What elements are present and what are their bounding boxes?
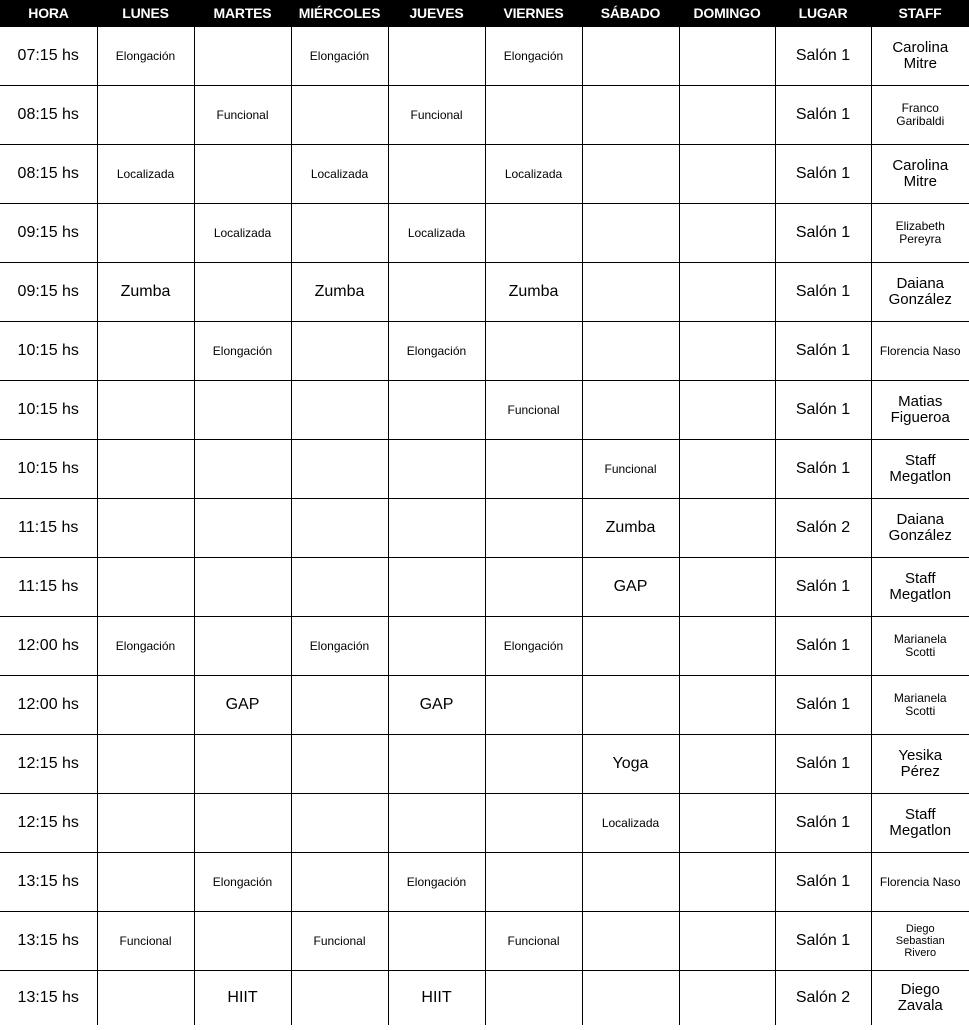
- class-cell-viernes: Funcional: [485, 381, 582, 440]
- class-cell-miercoles: [291, 204, 388, 263]
- staff-name-line: Zavala: [897, 997, 943, 1014]
- staff-name-line: Florencia Naso: [879, 343, 961, 358]
- class-cell-jueves: [388, 440, 485, 499]
- location-cell: Salón 1: [775, 912, 871, 971]
- header-sabado: SÁBADO: [582, 0, 679, 27]
- table-row: [0, 617, 969, 676]
- class-cell-viernes: Elongación: [485, 617, 582, 676]
- class-cell-martes: GAP: [194, 676, 291, 735]
- table-row: [0, 971, 969, 1026]
- class-cell-miercoles: [291, 499, 388, 558]
- class-cell-sabado: [582, 971, 679, 1026]
- header-viernes: VIERNES: [485, 0, 582, 27]
- class-cell-domingo: [679, 263, 775, 322]
- staff-cell: [871, 853, 969, 912]
- time-cell: 12:00 hs: [0, 617, 97, 676]
- class-cell-sabado: [582, 86, 679, 145]
- class-cell-martes: Elongación: [194, 853, 291, 912]
- staff-name-line: Daiana: [896, 274, 945, 292]
- table-row: [0, 735, 969, 794]
- table-row: [0, 27, 969, 86]
- class-cell-domingo: [679, 617, 775, 676]
- class-cell-sabado: [582, 912, 679, 971]
- staff-name-line: González: [888, 291, 952, 308]
- staff-name-line: Mitre: [903, 55, 937, 72]
- location-cell: Salón 1: [775, 322, 871, 381]
- header-row: [0, 0, 969, 27]
- class-cell-viernes: Elongación: [485, 27, 582, 86]
- class-cell-martes: Elongación: [194, 322, 291, 381]
- class-cell-viernes: [485, 794, 582, 853]
- table-row: [0, 499, 969, 558]
- class-cell-lunes: [97, 735, 194, 794]
- table-row: [0, 440, 969, 499]
- class-cell-martes: [194, 794, 291, 853]
- staff-name-line: Staff: [904, 451, 936, 469]
- staff-name-line: Staff: [904, 805, 936, 823]
- staff-name-line: González: [888, 527, 952, 544]
- header-miercoles: MIÉRCOLES: [291, 0, 388, 27]
- staff-cell: [871, 440, 969, 499]
- location-cell: Salón 1: [775, 440, 871, 499]
- class-cell-jueves: [388, 145, 485, 204]
- staff-name-line: Carolina: [892, 156, 949, 174]
- staff-name-line: Megatlon: [889, 822, 952, 839]
- class-cell-viernes: [485, 735, 582, 794]
- class-cell-miercoles: Elongación: [291, 617, 388, 676]
- class-cell-lunes: Localizada: [97, 145, 194, 204]
- class-cell-lunes: Elongación: [97, 27, 194, 86]
- class-cell-domingo: [679, 676, 775, 735]
- class-cell-domingo: [679, 735, 775, 794]
- class-cell-sabado: [582, 263, 679, 322]
- class-cell-domingo: [679, 204, 775, 263]
- class-cell-jueves: [388, 499, 485, 558]
- class-cell-sabado: [582, 204, 679, 263]
- time-cell: 10:15 hs: [0, 440, 97, 499]
- class-cell-lunes: Zumba: [97, 263, 194, 322]
- time-cell: 13:15 hs: [0, 912, 97, 971]
- staff-name-line: Figueroa: [890, 409, 950, 426]
- class-cell-miercoles: [291, 322, 388, 381]
- table-row: [0, 86, 969, 145]
- class-cell-sabado: [582, 322, 679, 381]
- staff-cell: [871, 676, 969, 735]
- staff-name-line: Megatlon: [889, 586, 952, 603]
- staff-name-line: Diego: [905, 922, 935, 935]
- staff-name-line: Pereyra: [899, 232, 942, 246]
- class-cell-martes: [194, 263, 291, 322]
- class-cell-martes: [194, 617, 291, 676]
- class-cell-sabado: Funcional: [582, 440, 679, 499]
- time-cell: 11:15 hs: [0, 558, 97, 617]
- class-cell-martes: [194, 558, 291, 617]
- class-cell-viernes: [485, 440, 582, 499]
- class-cell-sabado: Zumba: [582, 499, 679, 558]
- time-cell: 09:15 hs: [0, 204, 97, 263]
- class-cell-miercoles: [291, 971, 388, 1026]
- class-cell-lunes: [97, 86, 194, 145]
- class-cell-domingo: [679, 440, 775, 499]
- class-cell-viernes: [485, 676, 582, 735]
- class-cell-lunes: [97, 676, 194, 735]
- staff-cell: [871, 558, 969, 617]
- location-cell: Salón 1: [775, 381, 871, 440]
- class-cell-miercoles: [291, 86, 388, 145]
- class-cell-miercoles: [291, 735, 388, 794]
- class-cell-martes: Localizada: [194, 204, 291, 263]
- table-row: [0, 204, 969, 263]
- location-cell: Salón 1: [775, 735, 871, 794]
- staff-name-line: Scotti: [905, 645, 936, 659]
- class-cell-martes: [194, 499, 291, 558]
- staff-name-line: Rivero: [904, 947, 937, 960]
- class-cell-domingo: [679, 86, 775, 145]
- class-cell-domingo: [679, 971, 775, 1026]
- staff-name-line: Daiana: [896, 510, 945, 528]
- class-cell-martes: [194, 145, 291, 204]
- header-lugar: LUGAR: [775, 0, 871, 27]
- staff-name-line: Florencia Naso: [879, 874, 961, 889]
- class-cell-sabado: GAP: [582, 558, 679, 617]
- class-cell-sabado: [582, 853, 679, 912]
- class-cell-jueves: [388, 735, 485, 794]
- staff-name-line: Matias: [898, 392, 943, 410]
- class-cell-viernes: [485, 86, 582, 145]
- header-martes: MARTES: [194, 0, 291, 27]
- location-cell: Salón 1: [775, 558, 871, 617]
- staff-cell: [871, 971, 969, 1026]
- class-cell-viernes: [485, 322, 582, 381]
- class-cell-domingo: [679, 853, 775, 912]
- table-row: [0, 145, 969, 204]
- class-cell-martes: HIIT: [194, 971, 291, 1026]
- class-cell-viernes: [485, 853, 582, 912]
- staff-cell: [871, 263, 969, 322]
- time-cell: 12:15 hs: [0, 735, 97, 794]
- staff-cell: [871, 735, 969, 794]
- time-cell: 10:15 hs: [0, 381, 97, 440]
- class-cell-martes: [194, 912, 291, 971]
- class-cell-miercoles: Elongación: [291, 27, 388, 86]
- staff-cell: [871, 322, 969, 381]
- staff-name-line: Scotti: [905, 704, 936, 718]
- location-cell: Salón 1: [775, 263, 871, 322]
- class-cell-martes: [194, 440, 291, 499]
- class-cell-miercoles: [291, 558, 388, 617]
- time-cell: 12:00 hs: [0, 676, 97, 735]
- location-cell: Salón 1: [775, 145, 871, 204]
- class-cell-jueves: [388, 617, 485, 676]
- class-cell-lunes: [97, 499, 194, 558]
- header-staff: STAFF: [871, 0, 969, 27]
- class-cell-viernes: [485, 558, 582, 617]
- class-cell-lunes: [97, 381, 194, 440]
- staff-cell: [871, 617, 969, 676]
- staff-name-line: Mitre: [903, 173, 937, 190]
- staff-name-line: Marianela: [893, 691, 947, 706]
- table-row: [0, 322, 969, 381]
- header-lunes: LUNES: [97, 0, 194, 27]
- class-cell-sabado: [582, 27, 679, 86]
- header-jueves: JUEVES: [388, 0, 485, 27]
- class-cell-domingo: [679, 794, 775, 853]
- class-cell-lunes: Elongación: [97, 617, 194, 676]
- time-cell: 08:15 hs: [0, 145, 97, 204]
- class-cell-lunes: [97, 440, 194, 499]
- time-cell: 09:15 hs: [0, 263, 97, 322]
- staff-name-line: Carolina: [892, 38, 949, 56]
- staff-name-line: Diego: [900, 980, 940, 998]
- class-cell-viernes: [485, 971, 582, 1026]
- class-cell-miercoles: Funcional: [291, 912, 388, 971]
- header-domingo: DOMINGO: [679, 0, 775, 27]
- class-cell-domingo: [679, 912, 775, 971]
- class-cell-viernes: Funcional: [485, 912, 582, 971]
- time-cell: 13:15 hs: [0, 853, 97, 912]
- class-cell-miercoles: Localizada: [291, 145, 388, 204]
- time-cell: 12:15 hs: [0, 794, 97, 853]
- class-cell-sabado: [582, 381, 679, 440]
- staff-cell: [871, 794, 969, 853]
- location-cell: Salón 1: [775, 27, 871, 86]
- time-cell: 10:15 hs: [0, 322, 97, 381]
- table-row: [0, 676, 969, 735]
- staff-name-line: Staff: [904, 569, 936, 587]
- table-row: [0, 381, 969, 440]
- staff-cell: [871, 27, 969, 86]
- class-cell-miercoles: [291, 676, 388, 735]
- class-cell-viernes: [485, 499, 582, 558]
- class-cell-jueves: HIIT: [388, 971, 485, 1026]
- class-cell-martes: [194, 381, 291, 440]
- class-cell-miercoles: [291, 440, 388, 499]
- staff-cell: [871, 381, 969, 440]
- class-cell-jueves: [388, 912, 485, 971]
- class-cell-domingo: [679, 499, 775, 558]
- staff-cell: [871, 204, 969, 263]
- header-hora: HORA: [0, 0, 97, 27]
- table-header: [0, 0, 969, 27]
- table-body: [0, 27, 969, 1026]
- staff-cell: [871, 499, 969, 558]
- class-cell-lunes: [97, 322, 194, 381]
- time-cell: 13:15 hs: [0, 971, 97, 1026]
- table-row: [0, 263, 969, 322]
- staff-name-line: Elizabeth: [895, 219, 945, 234]
- class-cell-martes: [194, 735, 291, 794]
- class-cell-sabado: [582, 145, 679, 204]
- class-cell-domingo: [679, 558, 775, 617]
- class-cell-lunes: [97, 794, 194, 853]
- class-cell-lunes: [97, 558, 194, 617]
- table-row: [0, 912, 969, 971]
- staff-name-line: Franco: [901, 101, 939, 116]
- table-row: [0, 794, 969, 853]
- staff-name-line: Garibaldi: [896, 114, 945, 128]
- class-cell-lunes: [97, 971, 194, 1026]
- class-cell-jueves: GAP: [388, 676, 485, 735]
- class-cell-domingo: [679, 145, 775, 204]
- class-cell-miercoles: Zumba: [291, 263, 388, 322]
- class-cell-lunes: [97, 853, 194, 912]
- class-cell-jueves: [388, 263, 485, 322]
- class-cell-miercoles: [291, 381, 388, 440]
- class-cell-jueves: [388, 794, 485, 853]
- class-cell-domingo: [679, 322, 775, 381]
- location-cell: Salón 1: [775, 853, 871, 912]
- table-row: [0, 558, 969, 617]
- class-cell-jueves: Funcional: [388, 86, 485, 145]
- staff-name-line: Yesika: [898, 746, 943, 764]
- class-cell-miercoles: [291, 853, 388, 912]
- staff-name-line: Marianela: [893, 632, 947, 647]
- class-cell-jueves: Localizada: [388, 204, 485, 263]
- location-cell: Salón 1: [775, 617, 871, 676]
- time-cell: 11:15 hs: [0, 499, 97, 558]
- class-cell-jueves: Elongación: [388, 853, 485, 912]
- class-cell-lunes: [97, 204, 194, 263]
- staff-name-line: Pérez: [900, 763, 940, 780]
- class-cell-miercoles: [291, 794, 388, 853]
- staff-cell: [871, 912, 969, 971]
- location-cell: Salón 1: [775, 86, 871, 145]
- class-cell-viernes: Zumba: [485, 263, 582, 322]
- class-cell-domingo: [679, 381, 775, 440]
- class-cell-jueves: [388, 558, 485, 617]
- location-cell: Salón 1: [775, 204, 871, 263]
- class-cell-viernes: [485, 204, 582, 263]
- class-cell-sabado: [582, 676, 679, 735]
- class-cell-sabado: Yoga: [582, 735, 679, 794]
- staff-name-line: Sebastian: [895, 934, 945, 947]
- location-cell: Salón 1: [775, 676, 871, 735]
- time-cell: 08:15 hs: [0, 86, 97, 145]
- class-cell-jueves: [388, 27, 485, 86]
- class-cell-martes: [194, 27, 291, 86]
- class-cell-jueves: [388, 381, 485, 440]
- time-cell: 07:15 hs: [0, 27, 97, 86]
- class-cell-sabado: Localizada: [582, 794, 679, 853]
- class-cell-lunes: Funcional: [97, 912, 194, 971]
- staff-cell: [871, 86, 969, 145]
- location-cell: Salón 2: [775, 499, 871, 558]
- class-cell-sabado: [582, 617, 679, 676]
- location-cell: Salón 1: [775, 794, 871, 853]
- class-cell-martes: Funcional: [194, 86, 291, 145]
- class-cell-viernes: Localizada: [485, 145, 582, 204]
- class-cell-jueves: Elongación: [388, 322, 485, 381]
- location-cell: Salón 2: [775, 971, 871, 1026]
- class-cell-domingo: [679, 27, 775, 86]
- staff-name-line: Megatlon: [889, 468, 952, 485]
- staff-cell: [871, 145, 969, 204]
- table-row: [0, 853, 969, 912]
